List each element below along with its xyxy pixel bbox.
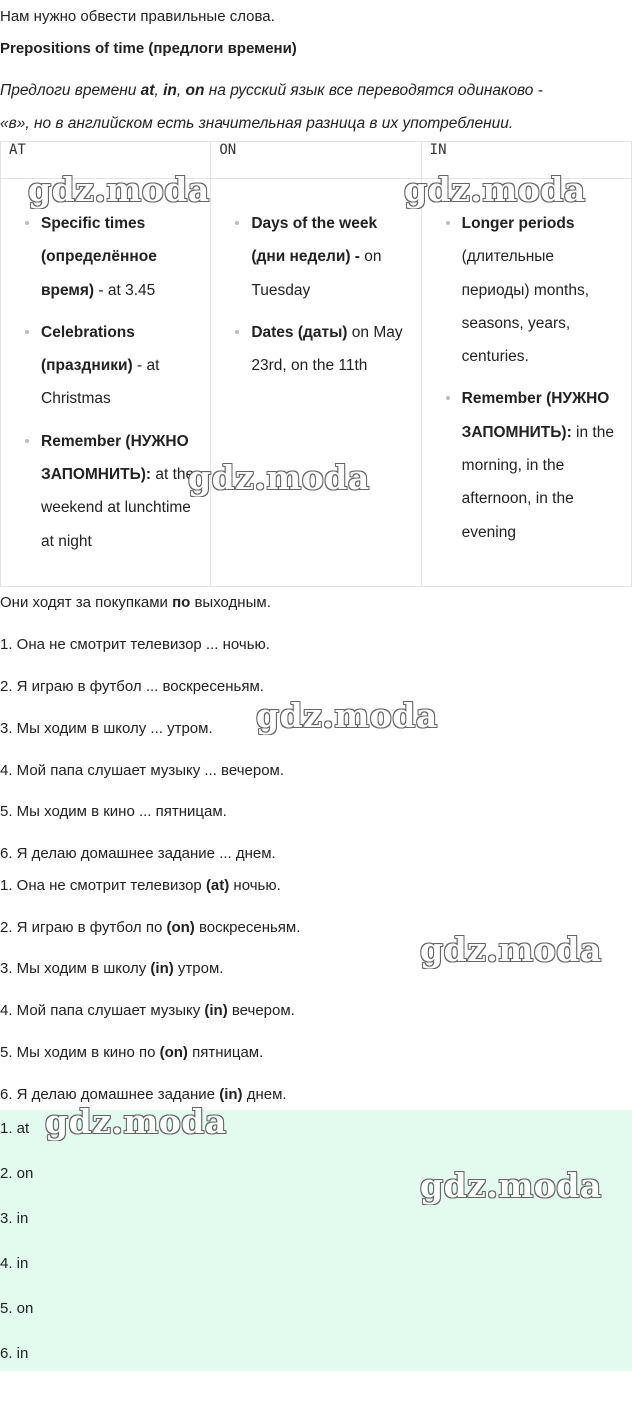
usage-title: Celebrations (праздники) [41, 323, 135, 375]
solution-answer: (in) [219, 1086, 243, 1103]
usage-example: in the morning, in the afternoon, in the evening [461, 423, 614, 541]
example-text-post: выходным. [190, 594, 271, 611]
list-item [15, 316, 200, 416]
exercise-item: 4. Мой папа слушает музыку ... вечером. [0, 762, 285, 779]
column-at-cell [1, 179, 211, 587]
answer-item: 6. in [0, 1345, 29, 1362]
column-on-cell [211, 179, 421, 587]
column-header-at: AT [1, 142, 211, 179]
solution-text: пятницам. [187, 1044, 264, 1061]
solution-text: воскресеньям. [194, 919, 301, 936]
answer-item: 3. in [0, 1210, 29, 1227]
intro-instruction: Нам нужно обвести правильные слова. [0, 8, 275, 25]
usage-title: Remember (НУЖНО ЗАПОМНИТЬ): [41, 432, 189, 484]
exercise-item: 6. Я делаю домашнее задание ... днем. [0, 845, 276, 862]
intro-word-on: on [185, 82, 205, 99]
intro-italic-line-1 [0, 74, 543, 108]
intro-comma-1: , [154, 82, 164, 99]
answer-item: 4. in [0, 1255, 29, 1272]
intro-word-in: in [163, 82, 177, 99]
example-text-pre: Они ходят за покупками [0, 594, 173, 611]
usage-example: - at 3.45 [94, 281, 156, 299]
intro-italic-text-a: Предлоги времени [0, 82, 141, 99]
solution-text: 2. Я играю в футбол по [0, 919, 167, 936]
list-item [225, 207, 410, 307]
watermark: gdz.moda [188, 458, 370, 497]
answer-item: 2. on [0, 1165, 34, 1182]
solution-item [0, 960, 223, 977]
list-item [15, 207, 200, 307]
exercise-item: 1. Она не смотрит телевизор ... ночью. [0, 636, 270, 653]
exercise-item: 5. Мы ходим в кино ... пятницам. [0, 803, 227, 820]
list-item [436, 207, 621, 373]
usage-title: Dates (даты) [251, 323, 348, 341]
solution-item [0, 1086, 287, 1103]
list-item [436, 382, 621, 548]
exercise-item: 2. Я играю в футбол ... воскресеньям. [0, 678, 264, 695]
usage-title: Remember (НУЖНО ЗАПОМНИТЬ): [461, 390, 610, 441]
solution-item [0, 1002, 295, 1019]
solution-item [0, 919, 300, 936]
intro-italic-line-2: «в», но в английском есть значительная разница в их употреблении. [0, 115, 514, 132]
solution-answer: (in) [150, 960, 174, 977]
intro-italic-text-b: на русский язык все переводятся одинаково - [204, 82, 543, 99]
watermark: gdz.moda [28, 170, 210, 209]
answers-panel [0, 1110, 632, 1371]
watermark: gdz.moda [420, 1166, 602, 1205]
solution-item [0, 1044, 263, 1061]
exercise-item: 3. Мы ходим в школу ... утром. [0, 720, 213, 737]
usage-example: on May 23rd, on the 11th [251, 323, 403, 375]
solution-text: 1. Она не смотрит телевизор [0, 877, 206, 894]
example-highlight: по [172, 594, 191, 611]
watermark: gdz.moda [256, 696, 438, 735]
section-heading: Prepositions of time (предлоги времени) [0, 40, 297, 57]
solution-text: днем. [242, 1086, 287, 1103]
watermark: gdz.moda [420, 930, 602, 969]
list-item [15, 425, 200, 558]
at-usage-list [1, 179, 210, 558]
solution-text: вечером. [227, 1002, 295, 1019]
column-header-in: IN [421, 142, 631, 179]
usage-title: Longer periods [461, 215, 575, 232]
solution-answer: (in) [204, 1002, 228, 1019]
solution-answer: (at) [205, 877, 230, 894]
column-header-on: ON [211, 142, 421, 179]
solution-answer: (on) [159, 1044, 188, 1061]
intro-comma-2: , [176, 82, 186, 99]
solution-text: утром. [173, 960, 224, 977]
usage-example: on Tuesday [251, 248, 382, 299]
list-item [225, 316, 410, 383]
answer-item: 5. on [0, 1300, 34, 1317]
intro-word-at: at [140, 82, 155, 99]
solution-text: 5. Мы ходим в кино по [0, 1044, 160, 1061]
watermark: gdz.moda [45, 1102, 227, 1141]
solution-text: 4. Мой папа слушает музыку [0, 1002, 205, 1019]
column-in-cell [421, 179, 631, 587]
example-sentence [0, 594, 271, 611]
in-usage-list [422, 179, 631, 549]
watermark: gdz.moda [404, 170, 586, 209]
usage-example: - at Christmas [41, 357, 160, 408]
solution-item [0, 877, 281, 894]
usage-example: at the weekend at lunchtime at night [41, 466, 195, 550]
solution-text: 6. Я делаю домашнее задание [0, 1086, 220, 1103]
answer-item: 1. at [0, 1120, 30, 1137]
usage-title: Days of the week (дни недели) - [251, 215, 378, 266]
solution-text: 3. Мы ходим в школу [0, 960, 151, 977]
usage-example: (длительные периоды) months, seasons, years, centuries. [461, 248, 590, 366]
usage-title: Specific times (определённое время) [41, 215, 157, 299]
solution-text: ночью. [229, 877, 281, 894]
solution-answer: (on) [166, 919, 195, 936]
table-body-row [1, 179, 632, 587]
on-usage-list [211, 179, 420, 382]
